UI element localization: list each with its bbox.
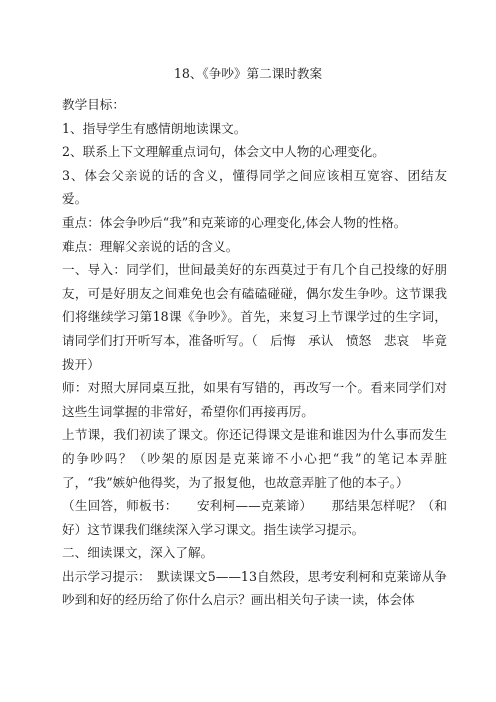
lesson-title: 18、《争吵》第二课时教案	[173, 66, 323, 81]
objective-3: 3、体会父亲说的话的含义，懂得同学之间应该相互宽容、团结友爱。	[62, 167, 447, 207]
difficult-point: 难点：理解父亲说的话的含义。	[62, 238, 239, 254]
heading-objectives: 教学目标：	[62, 97, 125, 112]
review-question: 上节课，我们初读了课文。你还记得课文是谁和谁因为什么事而发生的争吵吗？（吵架的原因是克莱谛不小心把“我”的笔记本弄脏了，“我”嫉妒他得奖，为了报复他，也故意弄脏了他的本子。）	[62, 427, 447, 490]
objective-2: 2、联系上下文理解重点词句，体会文中人物的心理变化。	[62, 144, 385, 160]
key-point: 重点：体会争吵后“我”和克莱谛的心理变化,体会人物的性格。	[62, 214, 407, 230]
section-2-heading: 二、细读课文，深入了解。	[62, 545, 214, 561]
teacher-check: 师：对照大屏同桌互批，如果有写错的，再改写一个。看来同学们对这些生词掌握的非常好，希望你们再接再厉。	[62, 380, 447, 419]
objective-1: 1、指导学生有感情朗地读课文。	[62, 120, 247, 136]
document-body	[62, 93, 460, 612]
board-writing: （生回答，师板书： 安利柯——克莱谛） 那结果怎样呢？（和好）这节课我们继续深入学习课文。指生读学习提示。	[62, 498, 447, 537]
section-1-intro: 一、导入：同学们，世间最美好的东西莫过于有几个自己投缘的好朋友，可是好朋友之间难免也会有磕磕碰碰，偶尔发生争吵。这节课我们将继续学习第18课《争吵》。首先，来复习上节课学过的生字词，请同学们打开听写本，准备听写。（ 后悔 承认 愤怒 悲哀 毕竟 拨开）	[62, 262, 460, 372]
study-prompt: 出示学习提示： 默读课文5——13自然段，思考安利柯和克莱谛从争吵到和好的经历给了你什么启示？画出相关句子读一读，体会体	[62, 568, 447, 608]
